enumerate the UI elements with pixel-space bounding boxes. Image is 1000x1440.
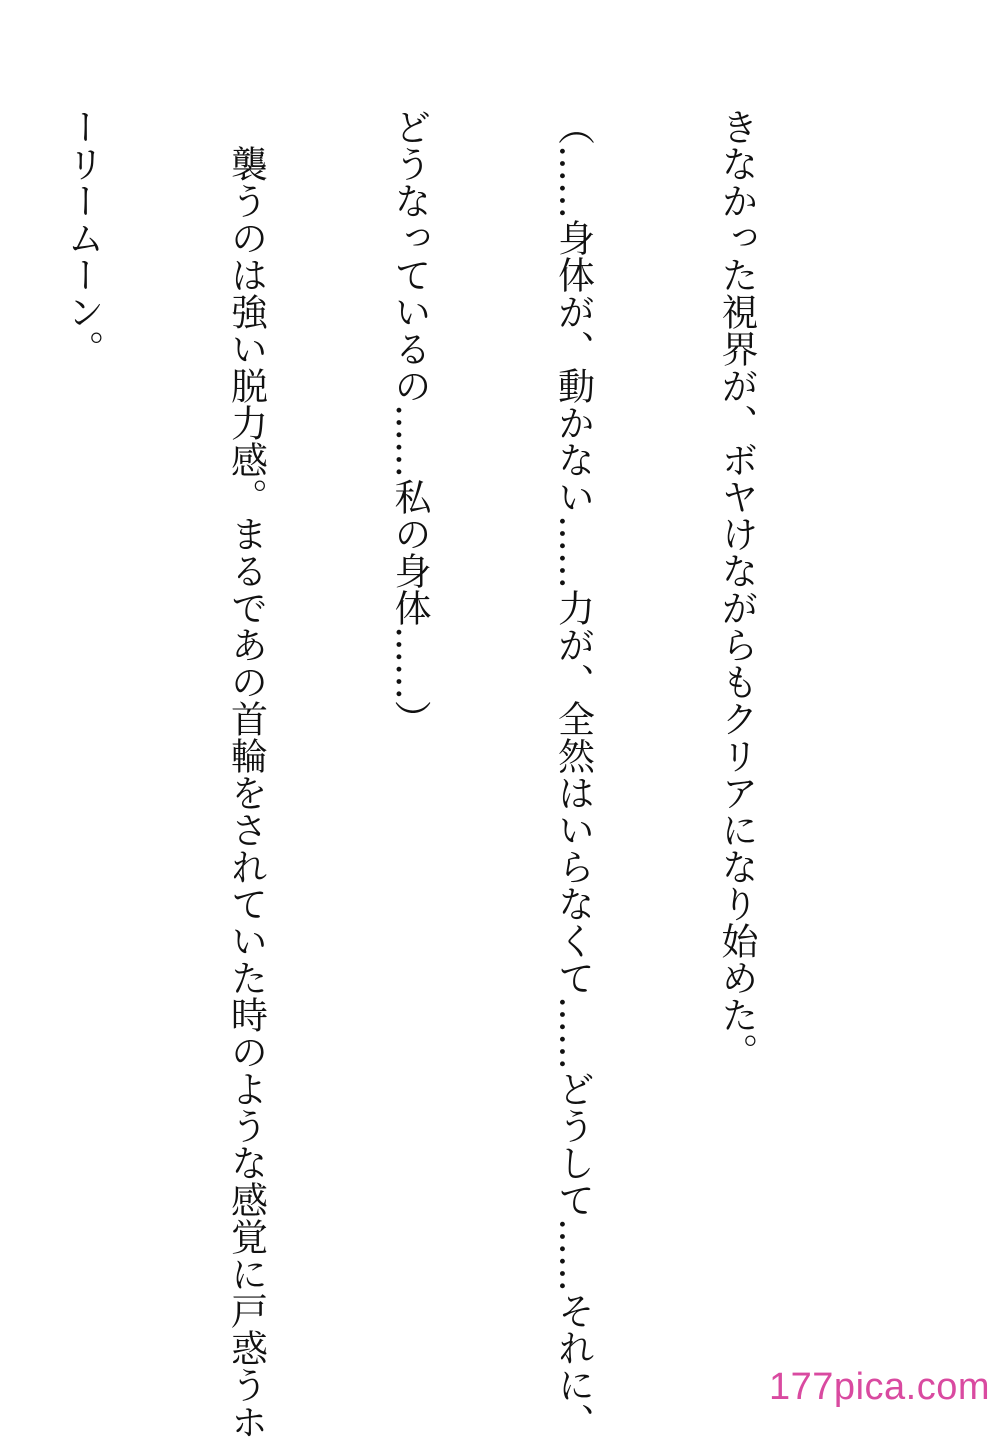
text-line-2: （……身体が、動かない……力が、全然はいらなくて……どうして……それに、 [551,108,595,1440]
watermark-text: 177pica.com [769,1366,990,1408]
text-line-5: ーリームーン。 [61,108,104,367]
text-line-3: どうなっているの……私の身体……） [388,108,431,737]
text-line-1: きなかった視界が、ボヤけながらもクリアになり始めた。 [715,108,758,1070]
text-line-4: 襲うのは強い脱力感。まるであの首輪をされていた時のような感覚に戸惑うホ [224,108,268,1440]
vertical-text-body [0,108,872,1440]
